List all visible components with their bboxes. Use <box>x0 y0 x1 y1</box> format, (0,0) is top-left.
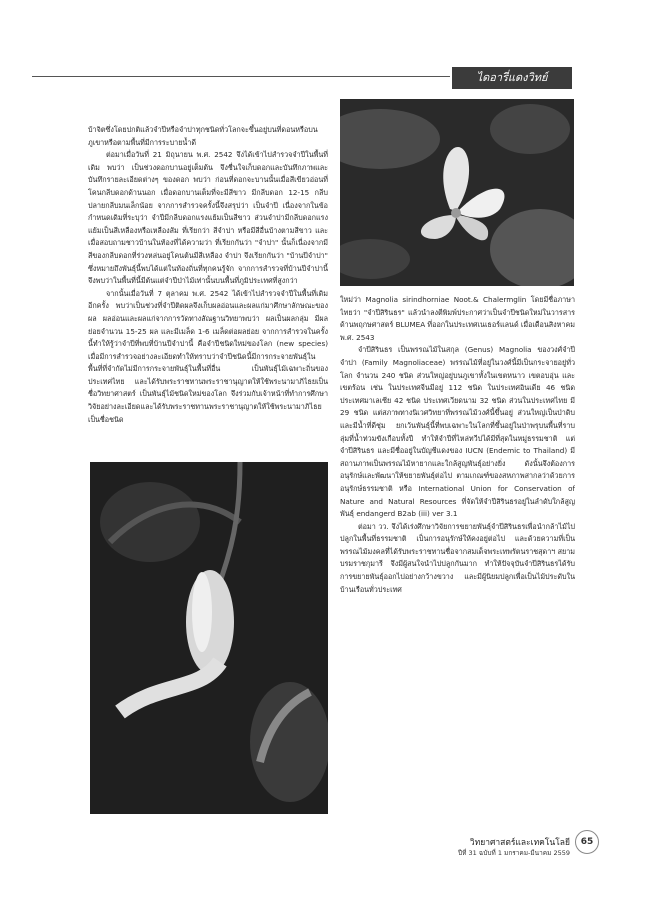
left-column-text <box>88 124 328 462</box>
left-paragraph-2: ต่อมาเมื่อวันที่ 21 มิถุนายน พ.ศ. 2542 จึงได้เข้าไปสำรวจจำปีในพื้นที่เดิม พบว่า เป็นช่วงดอกบานอยู่เต็มต้น จึงชื่นใจเก็บดอกและบันทึกภาพและบันทึกรายละเอียดต่างๆ ของดอก พบว่า ก่อนที่ดอกจะบานนั้นเมื่อสีเขียวอ่อนที่โคนกลีบดอกด้านนอก เมื่อดอกบานเต็มที่จะมีสีขาว มีกลีบดอก 12-15 กลีบ ปลายกลีบมนเล็กน้อย จากการสำรวจครั้งนี้จึงสรุปว่า เป็นจำปี เนื่องจากในข้อกำหนดเดิมที่ระบุว่า จำปีมีกลีบดอกแรงแย้มเป็นสีขาว ส่วนจำปามีกลีบดอกแรงแย้มเป็นสีเหลืองหรือเหลืองส้ม ที่เรียกว่า สีจำปา หรือมีสีอื่นบ้างตามสีขาว และเมื่อสอบถามชาวบ้านในท้องที่ได้ความว่า ที่เรียกกันว่า "จำปา" นั้นก็เนื่องจากมีสีของกลีบดอกที่ร่วงหล่นอยู่โคนต้นมีสีเหลือง จำปา จึงเรียกกันว่า "บ้านปีจำปา" ซึ่งหมายถึงพันธุ์นี้พบได้แต่ในท้องถิ่นที่ทุกคนรู้จัก จากการสำรวจที่บ้านปีจำปานี้จึงพบว่าในพื้นที่นี้มีต้นแต่จำปีป่าไม้เท่านั้นบนพื้นที่ภูมิประเทศที่สูงกว่า <box>88 150 328 286</box>
header-rule <box>32 76 450 77</box>
magazine-title: วิทยาศาสตร์และเทคโนโลยี <box>469 838 570 848</box>
right-paragraph-1: ใหม่ว่า Magnolia sirindhorniae Noot.& Chalermglin โดยมีชื่อภาษาไทยว่า "จำปีสิรินธร" แล้วนำลงตีพิมพ์ประกาศว่าเป็นจำปีชนิดใหม่ในวารสารด้านพฤกษศาสตร์ BLUMEA ที่ออกในประเทศเนเธอร์แลนด์ เมื่อเดือนสิงหาคม พ.ศ. 2543 <box>340 295 575 342</box>
flower-photo <box>340 99 574 286</box>
left-paragraph-1: บ้าจิตซึ่งโดยปกติแล้วจำปีหรือจำปาทุกชนิดทั่วโลกจะขึ้นอยู่บนที่ดอนหรือบนภูเขาหรือตามพื้นที่มีการระบายน้ำดี <box>88 125 318 147</box>
right-column-text <box>340 294 575 804</box>
left-paragraph-3: จากนั้นเมื่อวันที่ 7 ตุลาคม พ.ศ. 2542 ได้เข้าไปสำรวจจำปีในพื้นที่เดิมอีกครั้ง พบว่าเป็นช่วงที่จำปีติดผลจึงเก็บผลอ่อนและผลแก่มาศึกษาลักษณะของผล ผลอ่อนและผลแก่จากการวัดทางสัณฐานวิทยาพบว่า ผลเป็นผลกลุ่ม มีผลย่อยจำนวน 15-25 ผล และมีเมล็ด 1-6 เมล็ดต่อผลย่อย จากการสำรวจในครั้งนี้ทำให้รู้ว่าจำปีที่พบที่บ้านปีจำปานี้ คือจำปีชนิดใหม่ของโลก (new species) เมื่อมีการสำรวจอย่างละเอียดทำให้ทราบว่าจำปีชนิดนี้มีการกระจายพันธุ์ในพื้นที่ที่จำกัดไม่มีการกระจายพันธุ์ในพื้นที่อื่น เป็นพันธุ์ไม้เฉพาะถิ่นของประเทศไทย และได้รับพระราชทานพระราชานุญาตให้ใช้พระนามาภิไธยเป็นชื่อวิทยาศาสตร์ เป็นพันธุ์ไม้ชนิดใหม่ของโลก จึงร่วมกับเจ้าหน้าที่ทำการศึกษาวิจัยอย่างละเอียดและได้รับพระราชทานพระราชานุญาตให้ใช้พระนามาภิไธยเป็นชื่อชนิด <box>88 288 328 424</box>
right-paragraph-2: จำปีสิรินธร เป็นพรรณไม้ในสกุล (Genus) Magnolia ของวงศ์จำปีจำปา (Family Magnoliaceae) พรรณไม้ที่อยู่ในวงศ์นี้มีเป็นกระจายอยู่ทั่วโลก จำนวน 240 ชนิด ส่วนใหญ่อยู่บนภูเขาทั้งในเขตหนาว เขตอบอุ่น และเขตร้อน เช่น ในประเทศจีนมีอยู่ 112 ชนิด ในประเทศอินเดีย 46 ชนิด ประเทศมาเลเซีย 42 ชนิด ประเทศเวียดนาม 32 ชนิด ส่วนในประเทศไทย มี 29 ชนิด แต่สภาพทางนิเวศวิทยาที่พรรณไม้วงศ์นี้ขึ้นอยู่ ส่วนใหญ่เป็นป่าดิบและมีน้ำที่ดีชุ่ม ยกเว้นพันธุ์นี้ที่พบเฉพาะในโลกที่ขึ้นอยู่ในป่าพรุบนพื้นที่ราบลุ่มที่น้ำท่วมขังเกือบทั้งปี ทำให้จำปีที่ไหล่ทวีปได้มีที่สุดในหมู่ธรรมชาติ แต่จำปีสิรินธร และมีชื่ออยู่ในบัญชีแดงของ IUCN (Endemic to Thailand) มีสถานภาพเป็นพรรณไม้หายากและใกล้สูญพันธุ์อย่างยิ่ง ดังนั้นจึงต้องการอนุรักษ์และพัฒนาให้ขยายพันธุ์ต่อไป ตามเกณฑ์ของสหภาพสากลว่าด้วยการอนุรักษ์ธรรมชาติ หรือ International Union for Conservation of Nature and Natural Resources ที่จัดให้จำปีสิรินธรอยู่ในลำดับใกล้สูญพันธุ์ endangerd B2ab (iii) ver 3.1 <box>340 345 575 519</box>
flower-bud-photo <box>90 462 328 814</box>
right-paragraph-3: ต่อมา วว. จึงได้เร่งศึกษาวิจัยการขยายพันธุ์จำปีสิรินธรเพื่อนำกล้าไม้ไปปลูกในพื้นที่ธรรมชาติ เป็นการอนุรักษ์ให้คงอยู่ต่อไป และด้วยความที่เป็นพรรณไม้มงคลที่ได้รับพระราชทานชื่อจากสมเด็จพระเทพรัตนราชสุดาฯ สยามบรมราชกุมารี จึงมีผู้สนใจนำไปปลูกกันมาก ทำให้ปัจจุบันจำปีสิรินธรได้รับการขยายพันธุ์ออกไปอย่างกว้างขวาง และมีผู้นิยมปลูกเพื่อเป็นไม้ประดับในบ้านเรือนทั่วประเทศ <box>340 521 575 594</box>
page-number: 65 <box>575 830 599 854</box>
section-tag: ไดอารี่แดงวิทย์ <box>452 67 572 89</box>
issue-line: ปีที่ 31 ฉบับที่ 1 มกราคม-มีนาคม 2559 <box>457 849 570 857</box>
